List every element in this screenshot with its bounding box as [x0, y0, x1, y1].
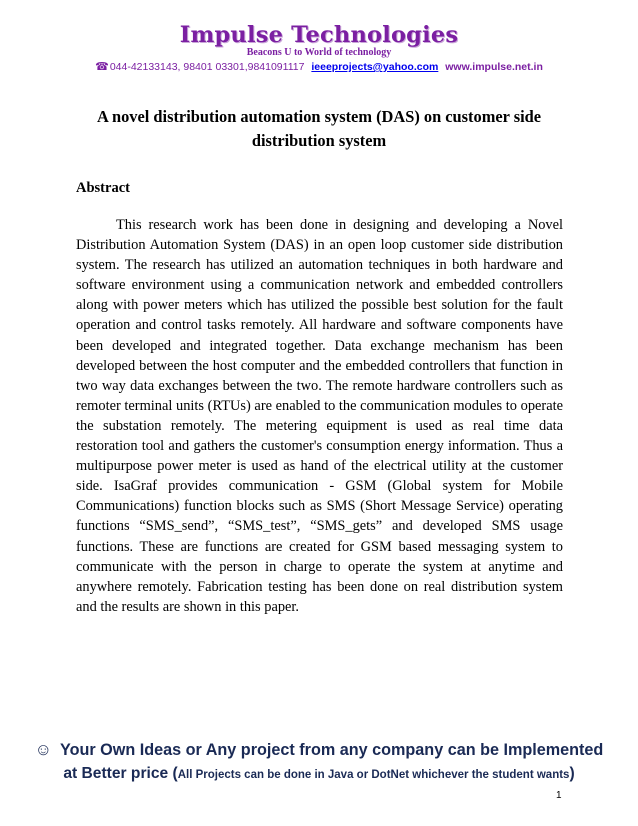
paper-title: A novel distribution automation system (DAS) on customer side distribution system [96, 107, 542, 150]
website-text: www.impulse.net.in [445, 61, 543, 73]
phone-icon: ☎ [95, 61, 109, 73]
company-tagline: Beacons U to World of technology [246, 47, 392, 58]
email-link[interactable]: ieeeprojects@yahoo.com [311, 61, 439, 73]
page-number: 1 [556, 790, 562, 801]
footer-line2-note: All Projects can be done in Java or DotNet whichever the student wants [177, 769, 570, 781]
footer-line2-prefix: at Better price ( [63, 765, 178, 782]
footer-line1-text: Your Own Ideas or Any project from any company can be Implemented [60, 741, 604, 759]
footer-line2-suffix: ) [569, 765, 575, 782]
footer-promo-line2 [0, 765, 638, 783]
phone-numbers: 044-42133143, 98401 03301,9841091117 [109, 61, 305, 73]
abstract-heading: Abstract [76, 180, 130, 196]
abstract-paragraph: This research work has been done in designing and developing a Novel Distribution Automation System (DAS) in an open loop customer side distribution system. The research has utilized an automation techniques in both hardware and software environment using a communication network and embedded controllers along with power meters which has utilized the possible best solution for the fault operation and control tasks remotely. All hardware and software components have been developed and integrated together. Data exchange mechanism has been developed between the host computer and the embedded controllers that function in two way data exchanges between the two. The remote hardware controllers such as remoter terminal units (RTUs) are enabled to the communication modules to operate the substation remotely. The metering equipment is used as real time data restoration tool and gathers the customer's consumption energy information. Thus a multipurpose power meter is used as hand of the electrical utility at the customer side. IsaGraf provides communication - GSM (Global system for Mobile Communications) function blocks such as SMS (Short Message Service) operating functions “SMS_send”, “SMS_test”, “SMS_gets” and developed SMS usage functions. These are functions are created for GSM based messaging system to communicate with the person in charge to operate the system at anytime and anywhere remotely. Fabrication testing has been done on real distribution system and the results are shown in this paper. [76, 217, 563, 615]
smiley-icon: ☺ [34, 740, 53, 759]
footer-promo-line1 [0, 740, 638, 760]
contact-line [0, 60, 638, 73]
company-name: Impulse Technologies [179, 22, 459, 48]
